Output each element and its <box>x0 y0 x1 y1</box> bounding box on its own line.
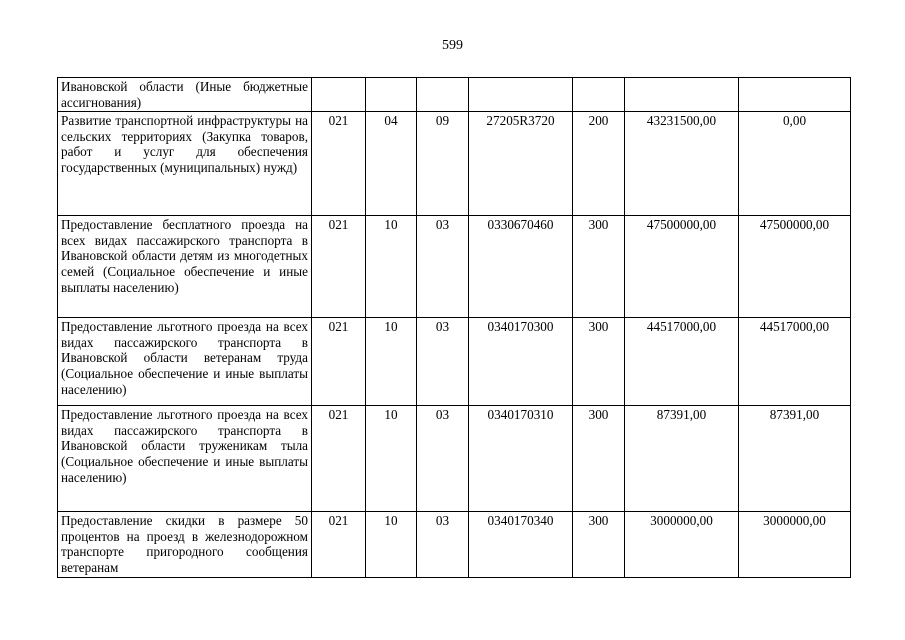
cell-amount-2: 44517000,00 <box>739 318 851 406</box>
cell-amount-2: 47500000,00 <box>739 216 851 318</box>
cell-amount-1: 47500000,00 <box>625 216 739 318</box>
cell-amount-2 <box>739 78 851 112</box>
cell-target-article: 27205R3720 <box>469 112 573 216</box>
cell-expense-type <box>573 78 625 112</box>
cell-subsection: 03 <box>417 216 469 318</box>
table-row <box>58 216 851 318</box>
row-description: Предоставление бесплатного проезда на всех видах пассажирского транспорта в Ивановской области детям из многодетных семей (Социальное обеспечение и иные выплаты населению) <box>58 216 312 318</box>
cell-expense-type: 200 <box>573 112 625 216</box>
row-description: Ивановской области (Иные бюджетные ассигнования) <box>58 78 312 112</box>
cell-subsection: 03 <box>417 318 469 406</box>
cell-amount-1: 43231500,00 <box>625 112 739 216</box>
cell-target-article: 0340170340 <box>469 512 573 578</box>
cell-expense-type: 300 <box>573 512 625 578</box>
row-description: Предоставление скидки в размере 50 процентов на проезд в железнодорожном транспорте пригородного сообщения ветеранам <box>58 512 312 578</box>
cell-subsection <box>417 78 469 112</box>
cell-amount-1: 3000000,00 <box>625 512 739 578</box>
cell-section: 10 <box>366 512 417 578</box>
cell-section: 04 <box>366 112 417 216</box>
cell-subsection: 03 <box>417 512 469 578</box>
cell-amount-2: 87391,00 <box>739 406 851 512</box>
cell-ministry-code: 021 <box>312 112 366 216</box>
row-description: Предоставление льготного проезда на всех видах пассажирского транспорта в Ивановской области ветеранам труда (Социальное обеспечение и иные выплаты населению) <box>58 318 312 406</box>
cell-amount-1 <box>625 78 739 112</box>
cell-section: 10 <box>366 406 417 512</box>
cell-amount-2: 3000000,00 <box>739 512 851 578</box>
cell-expense-type: 300 <box>573 406 625 512</box>
page-number: 599 <box>442 38 463 53</box>
cell-target-article <box>469 78 573 112</box>
row-description: Развитие транспортной инфраструктуры на сельских территориях (Закупка товаров, работ и услуг для обеспечения государственных (муниципальных) нужд) <box>58 112 312 216</box>
cell-amount-1: 87391,00 <box>625 406 739 512</box>
cell-subsection: 03 <box>417 406 469 512</box>
table-row <box>58 112 851 216</box>
table-row <box>58 512 851 578</box>
table-row <box>58 406 851 512</box>
cell-expense-type: 300 <box>573 216 625 318</box>
cell-amount-2: 0,00 <box>739 112 851 216</box>
cell-expense-type: 300 <box>573 318 625 406</box>
cell-subsection: 09 <box>417 112 469 216</box>
cell-ministry-code: 021 <box>312 512 366 578</box>
cell-ministry-code: 021 <box>312 406 366 512</box>
cell-ministry-code: 021 <box>312 318 366 406</box>
cell-ministry-code: 021 <box>312 216 366 318</box>
cell-section: 10 <box>366 216 417 318</box>
cell-section: 10 <box>366 318 417 406</box>
cell-target-article: 0340170310 <box>469 406 573 512</box>
table-row <box>58 318 851 406</box>
cell-section <box>366 78 417 112</box>
row-description: Предоставление льготного проезда на всех видах пассажирского транспорта в Ивановской области труженикам тыла (Социальное обеспечение и иные выплаты населению) <box>58 406 312 512</box>
budget-table <box>57 77 851 578</box>
cell-ministry-code <box>312 78 366 112</box>
cell-amount-1: 44517000,00 <box>625 318 739 406</box>
table-row <box>58 78 851 112</box>
cell-target-article: 0330670460 <box>469 216 573 318</box>
cell-target-article: 0340170300 <box>469 318 573 406</box>
